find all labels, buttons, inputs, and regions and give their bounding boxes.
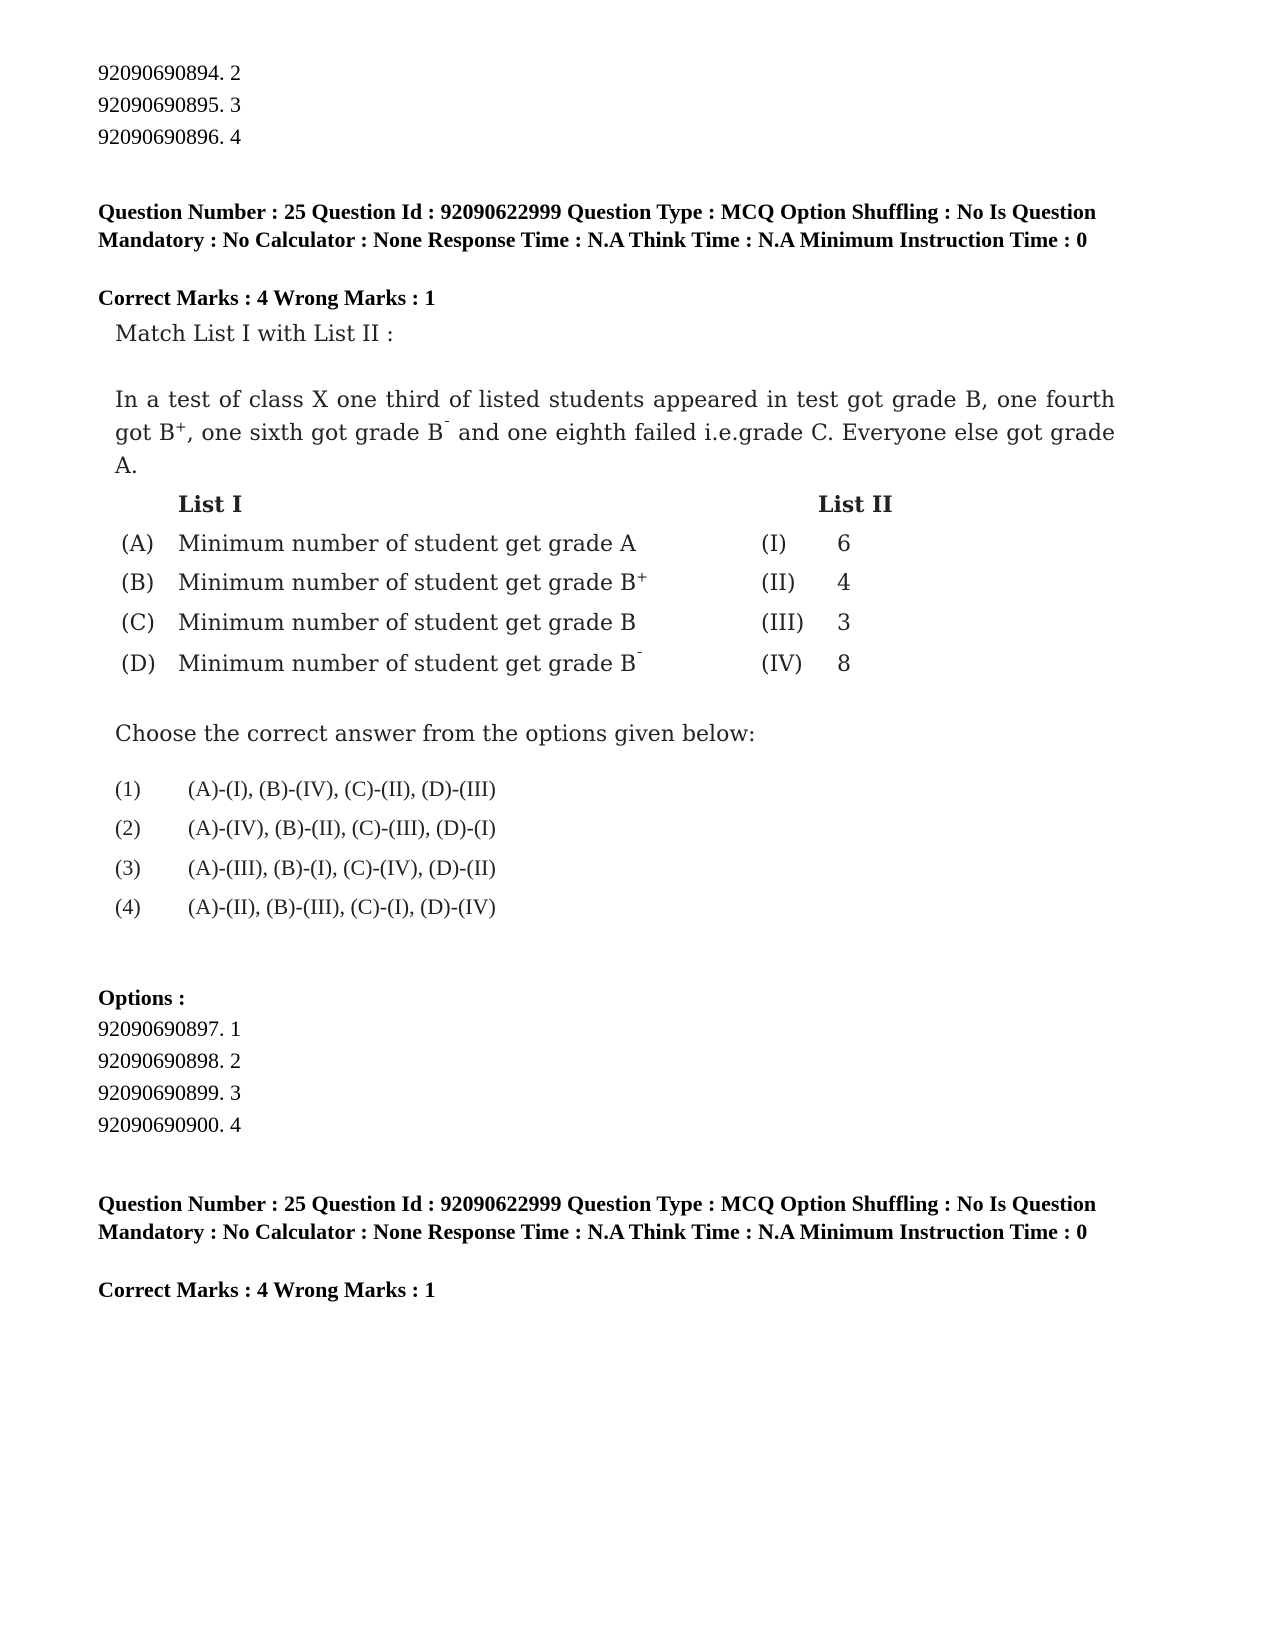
row-roman: (IV) xyxy=(761,652,803,677)
paragraph-text: , one sixth got grade B xyxy=(186,421,444,446)
match-row xyxy=(115,532,1115,568)
match-row xyxy=(115,611,1115,647)
choice-text: (A)-(IV), (B)-(II), (C)-(III), (D)-(I) xyxy=(188,815,496,840)
question-marks: Correct Marks : 4 Wrong Marks : 1 xyxy=(98,285,436,310)
paragraph-text: In a test of class X one third of listed students appeared in test got grade B, one fourth got B xyxy=(115,388,1115,446)
answer-choice xyxy=(115,894,815,930)
row-letter: (C) xyxy=(121,611,155,636)
match-row xyxy=(115,652,1115,688)
choice-number: (3) xyxy=(115,855,141,880)
paragraph-text: and one eighth failed i.e.grade C. Everyone else got grade A. xyxy=(115,421,1115,479)
row-text: Minimum number of student get grade B xyxy=(178,611,637,636)
option-line: 92090690896. 4 xyxy=(98,124,241,149)
row-letter: (A) xyxy=(121,532,155,557)
option-line: 92090690894. 2 xyxy=(98,60,241,85)
option-line: 92090690900. 4 xyxy=(98,1112,241,1137)
question-marks: Correct Marks : 4 Wrong Marks : 1 xyxy=(98,1277,436,1302)
row-value: 6 xyxy=(837,532,851,557)
list2-header: List II xyxy=(818,492,893,518)
choice-number: (1) xyxy=(115,776,141,801)
superscript: ¯ xyxy=(443,419,451,436)
row-value: 4 xyxy=(837,571,851,596)
choice-text: (A)-(III), (B)-(I), (C)-(IV), (D)-(II) xyxy=(188,855,496,880)
choice-text: (A)-(II), (B)-(III), (C)-(I), (D)-(IV) xyxy=(188,894,496,919)
question-body xyxy=(115,322,1125,954)
choice-number: (4) xyxy=(115,894,141,919)
row-value: 3 xyxy=(837,611,851,636)
list1-header: List I xyxy=(178,492,243,518)
choice-text: (A)-(I), (B)-(IV), (C)-(II), (D)-(III) xyxy=(188,776,496,801)
row-letter: (D) xyxy=(121,652,156,677)
option-line: 92090690895. 3 xyxy=(98,92,241,117)
match-row xyxy=(115,571,1115,607)
row-text: Minimum number of student get grade B¯ xyxy=(178,650,644,677)
answer-choice xyxy=(115,855,815,891)
row-roman: (I) xyxy=(761,532,787,557)
option-line: 92090690898. 2 xyxy=(98,1048,241,1073)
row-text: Minimum number of student get grade B+ xyxy=(178,569,648,596)
question-meta: Question Number : 25 Question Id : 92090622999 Question Type : MCQ Option Shuffling : No Is Question Mandatory : No Calculator : None Response Time : N.A Think Time : N.A Minimum Instruction Time : 0 xyxy=(98,1191,1097,1244)
superscript: + xyxy=(175,419,187,436)
question-meta: Question Number : 25 Question Id : 92090622999 Question Type : MCQ Option Shuffling : No Is Question Mandatory : No Calculator : None Response Time : N.A Think Time : N.A Minimum Instruction Time : 0 xyxy=(98,199,1097,252)
question-paragraph xyxy=(115,384,1115,483)
answer-choice xyxy=(115,815,815,851)
row-letter: (B) xyxy=(121,571,155,596)
question-prompt: Match List I with List II : xyxy=(115,322,394,347)
row-text: Minimum number of student get grade A xyxy=(178,532,636,557)
row-roman: (II) xyxy=(761,571,796,596)
choose-instruction: Choose the correct answer from the options given below: xyxy=(115,722,756,747)
answer-choice xyxy=(115,776,815,812)
options-label: Options : xyxy=(98,985,186,1010)
option-line: 92090690899. 3 xyxy=(98,1080,241,1105)
choice-number: (2) xyxy=(115,815,141,840)
row-roman: (III) xyxy=(761,611,805,636)
row-value: 8 xyxy=(837,652,851,677)
option-line: 92090690897. 1 xyxy=(98,1016,241,1041)
